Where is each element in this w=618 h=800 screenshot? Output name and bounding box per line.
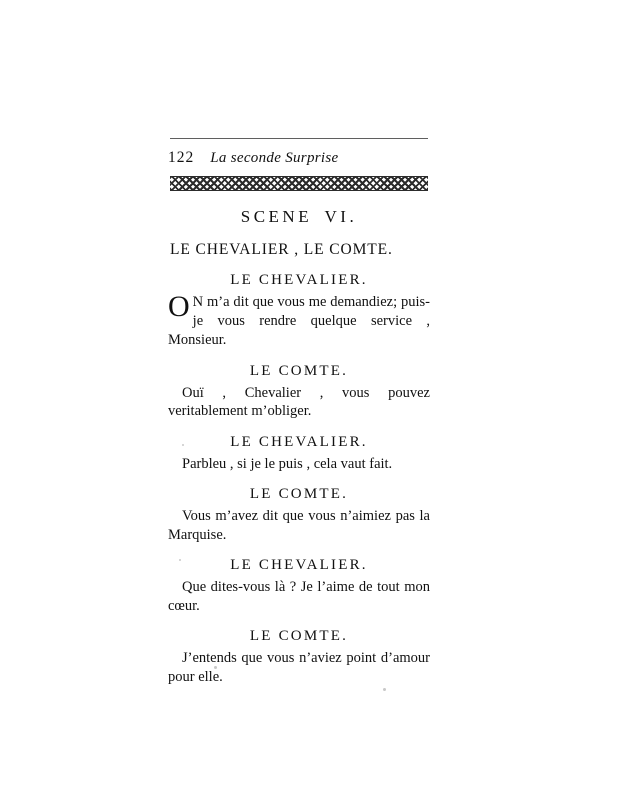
speech-text: Ouï , Chevalier , vous pouvez veritablement m’obliger.: [168, 384, 430, 420]
scene-heading: SCENE VI.: [240, 207, 358, 226]
speaker-label: LE COMTE.: [249, 628, 349, 645]
speaker-label: LE COMTE.: [249, 486, 349, 503]
speaker-label: LE CHEVALIER.: [230, 272, 368, 288]
scene-cast-list: LE CHEVALIER , LE COMTE.: [170, 241, 393, 258]
speech-text: J’entends que vous n’aviez point d’amour pour elle.: [168, 650, 430, 685]
speaker-label: LE COMTE.: [249, 362, 349, 379]
text-block: [168, 138, 430, 688]
speech-text: Vous m’avez dit que vous n’aimiez pas la Marquise.: [168, 508, 430, 543]
running-head: La seconde Surprise: [210, 150, 339, 166]
drop-cap: O: [168, 290, 190, 323]
speaker-label: LE CHEVALIER.: [230, 557, 368, 574]
header-rule: [170, 138, 428, 139]
speech-text: Que dites-vous là ? Je l’aime de tout mon cœur.: [168, 579, 430, 614]
speech-body: N m’a dit que vous me demandiez; puis-je vous rendre quelque service , Monsieur.: [168, 294, 430, 348]
ornamental-band: [170, 176, 428, 191]
page-header: [168, 149, 430, 167]
folio-number: 122: [168, 149, 195, 166]
speech-text: [168, 290, 430, 350]
speaker-label: LE CHEVALIER.: [230, 433, 368, 450]
speech-text: Parbleu , si je le puis , cela vaut fait.: [182, 455, 393, 472]
